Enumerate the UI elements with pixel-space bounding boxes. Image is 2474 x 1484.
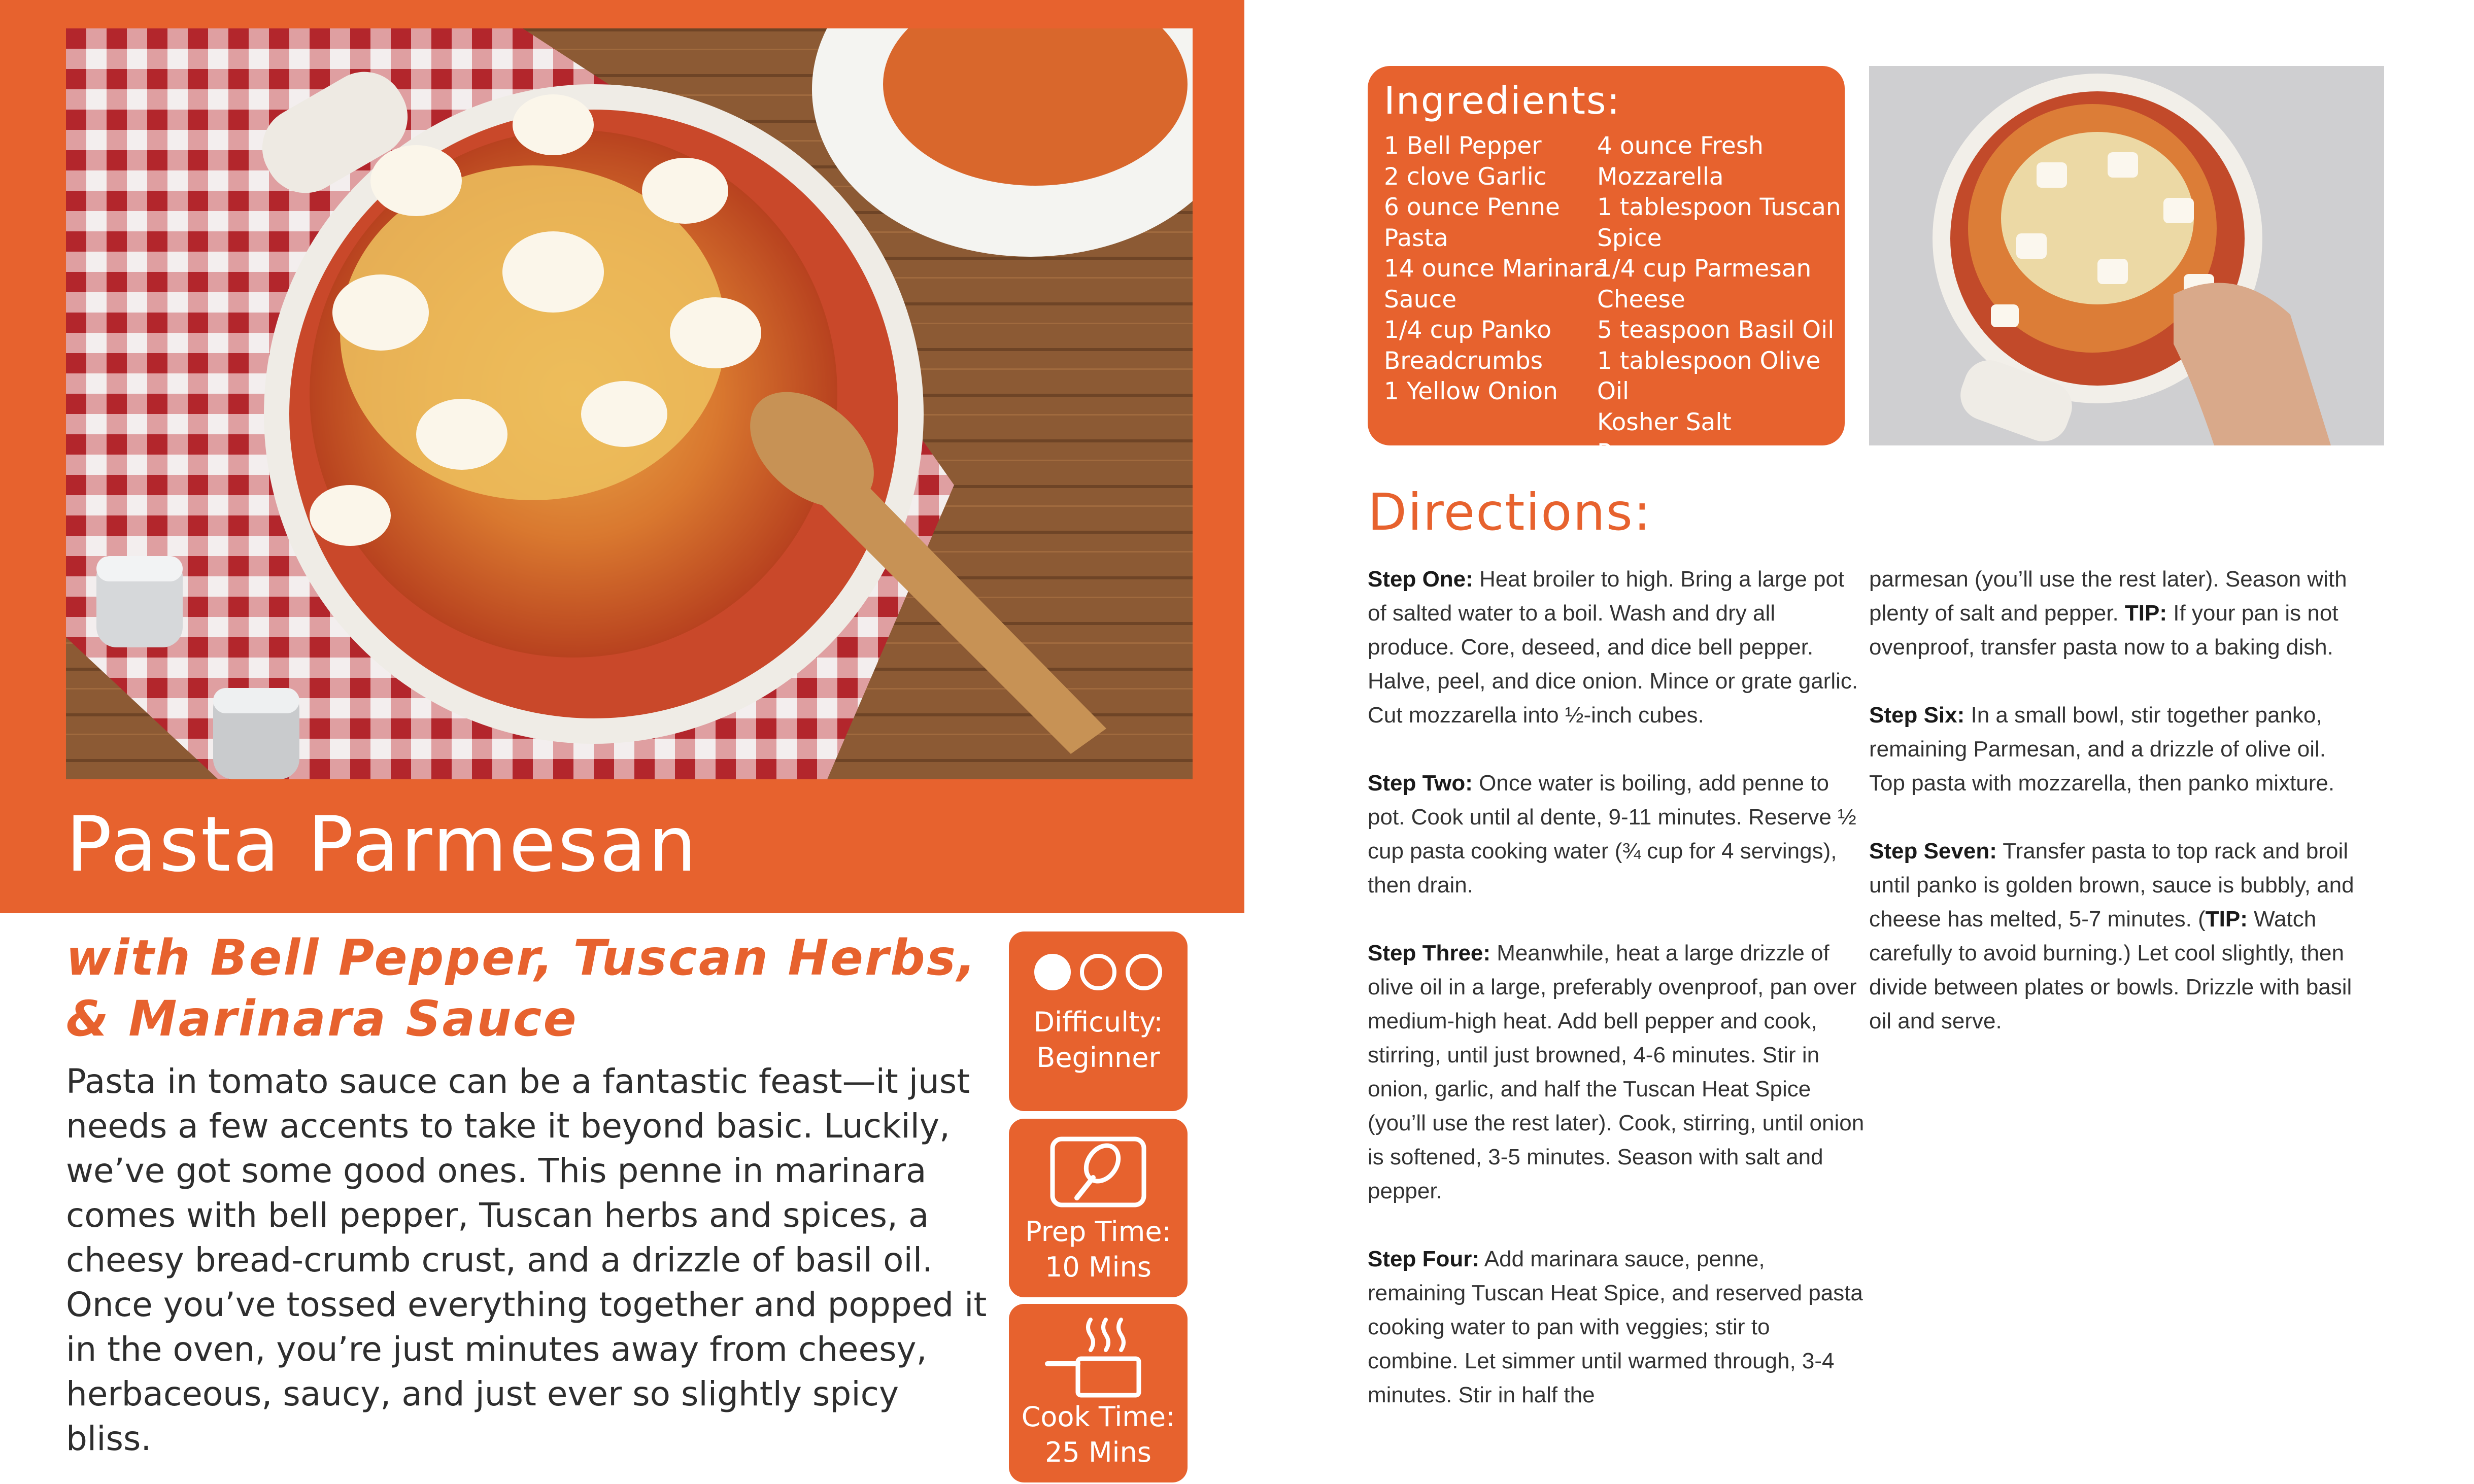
ingredient-item: 1 Yellow Onion bbox=[1384, 377, 1558, 405]
difficulty-label: Difficulty: bbox=[1033, 1006, 1163, 1038]
step-seven: Step Seven: Transfer pasta to top rack and broil until panko is golden brown, sauce is bubbly, and cheese has melted, 5-7 minutes. (TIP: Watch carefully to avoid burning.) Let cool slightly, then divide between plates or bowls. Drizzle with basil oil and serve. bbox=[1869, 839, 2354, 1033]
prep-time-label: Prep Time: bbox=[1025, 1216, 1171, 1248]
directions-column-2 bbox=[1869, 562, 2366, 1072]
difficulty-value: Beginner bbox=[1036, 1042, 1160, 1074]
recipe-subtitle bbox=[66, 927, 979, 1049]
ingredient-item: Kosher Salt bbox=[1597, 408, 1732, 436]
cook-time-card bbox=[1009, 1304, 1188, 1482]
ingredient-item: 1 tablespoon Olive Oil bbox=[1597, 347, 1821, 405]
ingredient-item: 1/4 cup Parmesan bbox=[1597, 255, 1812, 283]
ingredient-item: 1/4 cup Panko bbox=[1384, 316, 1552, 344]
difficulty-dots-icon bbox=[1022, 942, 1174, 1003]
step-one: Step One: Heat broiler to high. Bring a large pot of salted water to a boil. Wash and dry all produce. Core, deseed, and dice bell pepper. Halve, peel, and dice onion. Mince or grate garlic. Cut mozzarella into ½-inch cubes. bbox=[1368, 567, 1858, 728]
directions-column-1 bbox=[1368, 562, 1865, 1446]
directions-title: Directions: bbox=[1368, 482, 1652, 542]
ingredient-item: 6 ounce Penne bbox=[1384, 193, 1560, 221]
knife-board-icon bbox=[1047, 1134, 1149, 1210]
ingredient-item: 4 ounce Fresh bbox=[1597, 132, 1764, 160]
steaming-pot-icon bbox=[1042, 1312, 1154, 1398]
ingredients-column-1 bbox=[1384, 131, 1608, 407]
ingredient-item: Pepper bbox=[1597, 439, 1680, 467]
ingredient-item: Breadcrumbs bbox=[1384, 347, 1543, 375]
ingredient-item: Spice bbox=[1597, 224, 1662, 252]
prep-time-value: 10 Mins bbox=[1045, 1251, 1151, 1283]
step-six: Step Six: In a small bowl, stir together panko, remaining Parmesan, and a drizzle of olive oil. Top pasta with mozzarella, then panko mixture. bbox=[1869, 703, 2335, 796]
ingredient-item: Cheese bbox=[1597, 285, 1685, 314]
pasta-skillet-illustration bbox=[66, 28, 1193, 779]
step-four-continued: parmesan (you’ll use the rest later). Season with plenty of salt and pepper. TIP: If your pan is not ovenproof, transfer pasta now to a baking dish. bbox=[1869, 567, 2347, 660]
step-two: Step Two: Once water is boiling, add penne to pot. Cook until al dente, 9-11 minutes. Reserve ½ cup pasta cooking water (¾ cup for 4 servings), then drain. bbox=[1368, 771, 1856, 898]
cook-time-label: Cook Time: bbox=[1021, 1401, 1175, 1433]
subtitle-line-1: with Bell Pepper, Tuscan Herbs, bbox=[66, 929, 977, 986]
hero-photo bbox=[66, 28, 1193, 779]
step-four: Step Four: Add marinara sauce, penne, remaining Tuscan Heat Spice, and reserved pasta cooking water to pan with veggies; stir to combine. Let simmer until warmed through, 3-4 minutes. Stir in half the bbox=[1368, 1247, 1863, 1407]
ingredients-box bbox=[1368, 66, 1845, 467]
ingredients-column-2 bbox=[1597, 131, 1845, 469]
step-three: Step Three: Meanwhile, heat a large drizzle of olive oil in a large, preferably ovenproof, pan over medium-high heat. Add bell pepper and cook, stirring, until just browned, 4-6 minutes. Stir in onion, garlic, and half the Tuscan Heat Spice (you’ll use the rest later). Cook, stirring, until onion is softened, 3-5 minutes. Season with salt and pepper. bbox=[1368, 941, 1865, 1203]
ingredient-item: Pasta bbox=[1384, 224, 1448, 252]
recipe-title: Pasta Parmesan bbox=[66, 801, 699, 889]
ingredient-item: 5 teaspoon Basil Oil bbox=[1597, 316, 1835, 344]
finished-dish-illustration bbox=[1869, 66, 2384, 445]
recipe-intro: Pasta in tomato sauce can be a fantastic feast—it just needs a few accents to take it beyond basic. Luckily, we’ve got some good ones. This penne in marinara comes with bell pepper, Tuscan herbs and spices, a cheesy bread-crumb crust, and a drizzle of basil oil. Once you’ve tossed everything together and popped it in the oven, you’re just minutes away from cheesy, herbaceous, saucy, and just ever so slightly spicy bliss. bbox=[66, 1062, 987, 1458]
dish-photo bbox=[1869, 66, 2384, 445]
ingredient-item: 1 Bell Pepper bbox=[1384, 132, 1542, 160]
prep-time-card bbox=[1009, 1119, 1188, 1297]
cook-time-value: 25 Mins bbox=[1045, 1436, 1151, 1468]
difficulty-card bbox=[1009, 931, 1188, 1111]
ingredients-title: Ingredients: bbox=[1384, 79, 1621, 123]
ingredient-item: Sauce bbox=[1384, 285, 1457, 314]
ingredient-item: 1 tablespoon Tuscan bbox=[1597, 193, 1841, 221]
ingredient-item: 2 clove Garlic bbox=[1384, 162, 1547, 191]
ingredient-item: 14 ounce Marinara bbox=[1384, 255, 1608, 283]
ingredient-item: Mozzarella bbox=[1597, 162, 1724, 191]
subtitle-line-2: & Marinara Sauce bbox=[66, 990, 578, 1047]
